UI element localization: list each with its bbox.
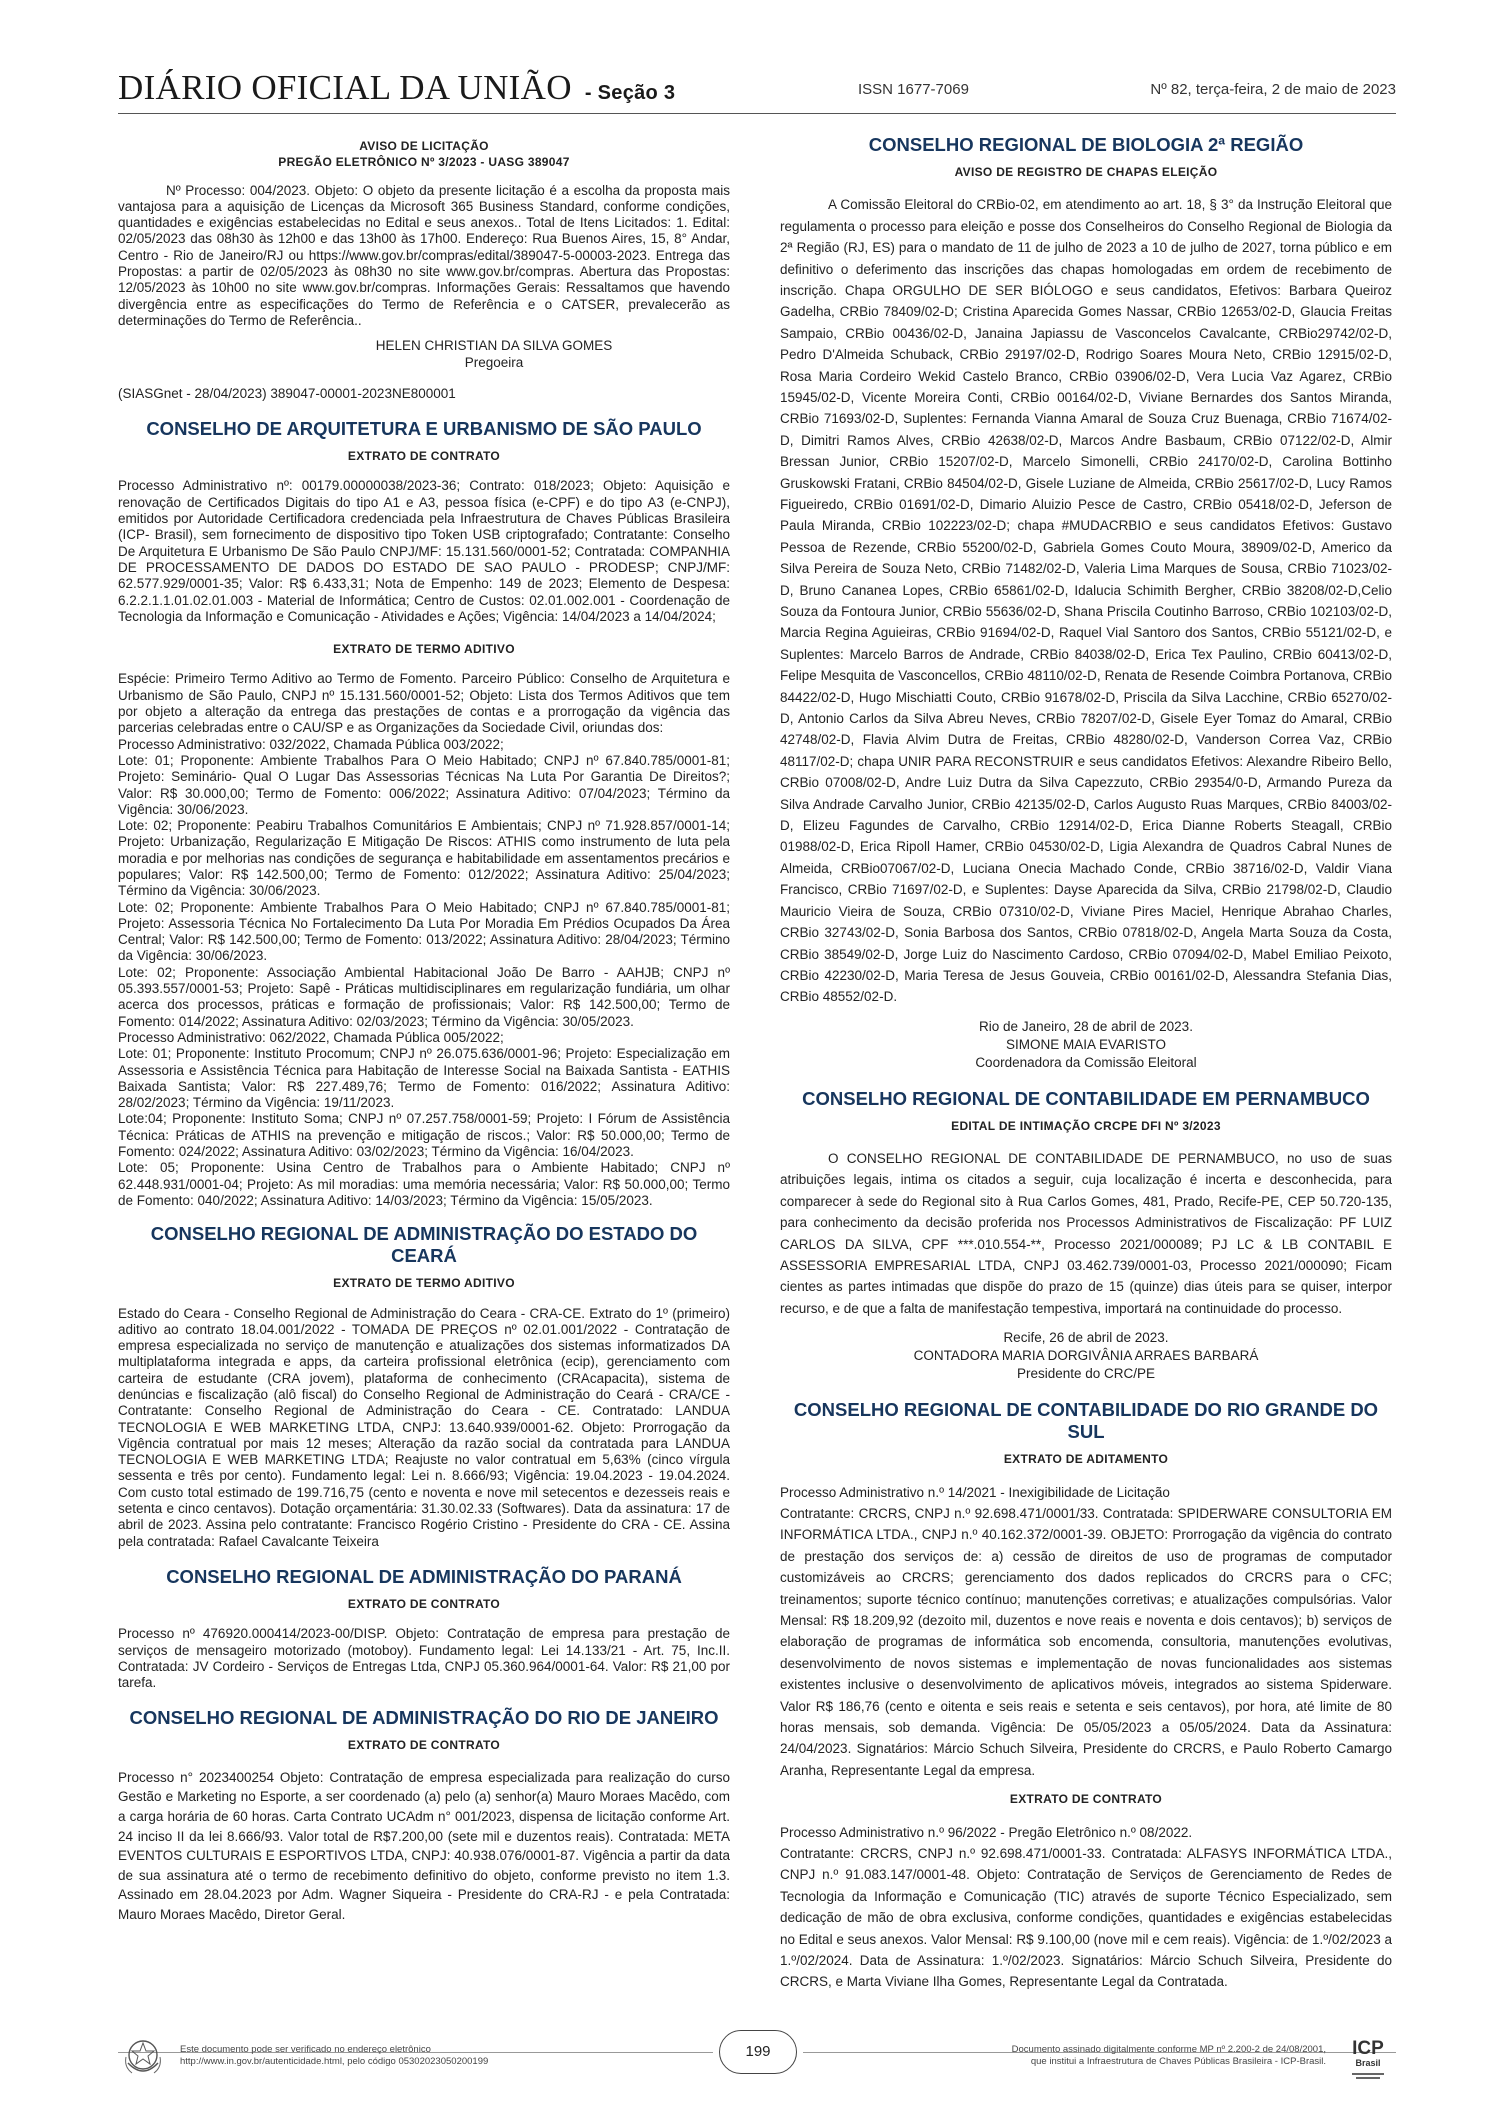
cra-pr-sub: EXTRATO DE CONTRATO (347, 1596, 501, 1611)
org-crc-rs: CONSELHO REGIONAL DE CONTABILIDADE DO RIO GRANDE DO SUL (793, 1399, 1379, 1443)
crc-rs-process-1: Processo Administrativo n.º 14/2021 - Inexigibilidade de Licitação (780, 1484, 1170, 1500)
cau-sp-termo-intro: Espécie: Primeiro Termo Aditivo ao Termo de Fomento. Parceiro Público: Conselho de Arquitetura e Urbanismo de São Paulo, CNPJ nº 15.131.560/0001-52; Objeto: Lista dos Termos Aditivos que tem por objeto a alteração da entrega das prestações de contas e a prorrogação da vigência das parcerias celebradas entre o CAU/SP e as Organizações da Sociedade Civil, oriundas dos: (118, 671, 730, 736)
crc-pe-sub: EDITAL DE INTIMAÇÃO CRCPE DFI Nº 3/2023 (951, 1118, 1221, 1133)
icp-brasil-logo-icon (1340, 2032, 1396, 2084)
crc-pe-signer: CONTADORA MARIA DORGIVÂNIA ARRAES BARBARÁ (913, 1348, 1259, 1364)
cra-rj-body: Processo n° 2023400254 Objeto: Contratação de empresa especializada para realização do curso Gestão e Marketing no Esporte, a ser coordenado (a) pelo (a) senhor(a) Mauro Moraes Macêdo, com a carga horária de 60 horas. Carta Contrato UCAdm n° 001/2023, dispensa de licitação conforme Art. 24 inciso II da lei 8.666/93. Valor total de R$7.200,00 (sete mil e duzentos reais). Contratada: META EVENTOS CULTURAIS E ESPORTIVOS LTDA, CNPJ: 40.938.076/0001-87. Vigência a partir da data de sua assinatura até o termo de recebimento definitivo do objeto, conforme previsto no item 1.3. Assinado em 28.04.2023 por Adm. Wagner Siqueira - Presidente do CRA-RJ - e pela Contratada: Mauro Moraes Macêdo, Diretor Geral. (118, 1769, 730, 1922)
verification-line-1: Este documento pode ser verificado no endereço eletrônico (180, 2044, 431, 2055)
right-column (780, 128, 1392, 1993)
crc-rs-sub2: EXTRATO DE CONTRATO (1009, 1792, 1163, 1807)
crc-rs-body-1: Contratante: CRCRS, CNPJ n.º 92.698.471/0001/33. Contratada: SPIDERWARE CONSULTORIA EM INFORMÁTICA LTDA., CNPJ n.º 40.162.372/0001-39. OBJETO: Prorrogação da vigência do contrato de prestação dos serviços de: a) cessão de direitos de uso de programas de computador customizáveis ao CRCRS; gerenciamento dos dados replicados do CRCRS para o CFC; treinamentos; suporte técnico contínuo; manutenções corretivas; e atualizações compulsórias. Valor Mensal: R$ 18.209,92 (dezoito mil, duzentos e nove reais e noventa e dois centavos); b) serviços de elaboração de programas de informática sob encomenda, consultoria, manutenções evolutivas, desenvolvimento de novos sistemas e implementação de novas funcionalidades aos sistemas existentes inclusive o desenvolvimento de aplicativos móveis, integrados ao sistema Spiderware. Valor R$ 186,76 (cento e oitenta e seis reais e setenta e seis centavos), por hora, até limite de 80 horas mensais, sob demanda. Vigência: De 05/05/2023 a 05/05/2024. Data da Assinatura: 24/04/2023. Signatários: Márcio Schuch Silveira, Presidente do CRCRS, e Paulo Roberto Camargo Aranha, Representante Legal da empresa. (780, 1505, 1392, 1778)
svg-text:Brasil: Brasil (1355, 2058, 1381, 2068)
crc-rs-sub1: EXTRATO DE ADITAMENTO (1003, 1452, 1169, 1467)
aviso-signer: HELEN CHRISTIAN DA SILVA GOMES (375, 338, 613, 354)
masthead (118, 68, 1396, 114)
termo-line: Lote: 01; Proponente: Instituto Procomum; CNPJ nº 26.075.636/0001-96; Projeto: Especialização em Assessoria e Assistência Técnica para Habitação de Interesse Social na Baixada Santista - EATHIS Baixada Santista; Valor: R$ 227.489,76; Termo de Fomento: 016/2022; Assinatura Aditivo: 28/02/2023; Término da Vigência: 19/11/2023. (118, 1046, 730, 1111)
cra-pr-body: Processo nº 476920.000414/2023-00/DISP. Objeto: Contratação de empresa para prestação de serviços de mensageiro motorizado (motoboy). Fundamento legal: Lei 14.133/21 - Art. 75, Inc.II. Contratada: JV Cordeiro - Serviços de Entregas Ltda, CNPJ 05.360.964/0001-64. Valor: R$ 21,00 por tarefa. (118, 1626, 730, 1691)
termo-line: Lote: 02; Proponente: Peabiru Trabalhos Comunitários E Ambientais; CNPJ nº 71.928.857/0001-14; Projeto: Urbanização, Regularização E Mitigação De Riscos: ATHIS como instrumento de luta pela moradia e por melhorias nas condições de segurança e habitabilidade em assentamentos precários e populares; Valor: R$ 142.500,00; Termo de Fomento: 012/2022; Assinatura Aditivo: 25/04/2023; Término da Vigência: 30/06/2023. (118, 818, 730, 899)
svg-text:ICP: ICP (1352, 2038, 1384, 2059)
crbio-signer: SIMONE MAIA EVARISTO (1005, 1036, 1167, 1052)
termo-line: Lote:04; Proponente: Instituto Soma; CNPJ nº 07.257.758/0001-59; Projeto: I Fórum de Assistência Técnica: Práticas de ATHIS na prevenção e mitigação de riscos.; Valor: R$ 50.000,00; Termo de Fomento: 024/2022; Assinatura Aditivo: 03/02/2023; Término da Vigência: 16/04/2023. (118, 1111, 730, 1160)
issue-date: Nº 82, terça-feira, 2 de maio de 2023 (1150, 81, 1396, 98)
left-column (118, 128, 730, 1925)
crbio-place-date: Rio de Janeiro, 28 de abril de 2023. (979, 1018, 1193, 1034)
crc-pe-body: O CONSELHO REGIONAL DE CONTABILIDADE DE PERNAMBUCO, no uso de suas atribuições legais, intima os citados a seguir, cuja localização é incerta e desconhecida, para comparecer à sede do Regional sito à Rua Carlos Gomes, 481, Prado, Recife-PE, CEP 50.720-135, para conhecimento da decisão proferida nos Processos Administrativos de Fiscalização: PF LUIZ CARLOS DA SILVA, CPF ***.010.554-**, Processo 2021/000089; PJ LC & LB CONTABIL E ASSESSORIA EMPRESARIAL LTDA, CNPJ 03.462.739/0001-03, Processo 2021/000090; Ficam cientes as partes intimadas que dispõe do prazo de 15 (quinze) dias úteis para se quiser, interpor recurso, e de que a falta de manifestação tempestiva, importará na continuidade do processo. (780, 1151, 1392, 1316)
org-cra-rj: CONSELHO REGIONAL DE ADMINISTRAÇÃO DO RIO DE JANEIRO (129, 1707, 719, 1729)
crc-rs-body-2: Contratante: CRCRS, CNPJ n.º 92.698.471/0001-33. Contratada: ALFASYS INFORMÁTICA LTDA., CNPJ n.º 91.083.147/0001-48. Objeto: Contratação de Serviços de Gerenciamento de Redes de Tecnologia da Informação e Comunicação (TIC) através de suporte Técnico Especializado, sem dedicação de mão de obra exclusiva, conforme condições, quantidades e exigências estabelecidas no Edital e seus anexos. Valor Mensal: R$ 9.100,00 (nove mil e cem reais). Vigência: de 1.º/02/2023 a 1.º/02/2024. Data de Assinatura: 1.º/02/2023. Signatários: Márcio Schuch Silveira, Presidente do CRCRS, e Marta Viviane Ilha Gomes, Representante Legal da Contratada. (780, 1845, 1392, 1990)
page-number: 199 (719, 2030, 797, 2074)
cra-rj-sub: EXTRATO DE CONTRATO (347, 1738, 501, 1753)
journal-title (118, 68, 675, 108)
cau-sp-termo-aditivo-title: EXTRATO DE TERMO ADITIVO (333, 642, 515, 657)
crbio-body: A Comissão Eleitoral do CRBio-02, em atendimento ao art. 18, § 3° da Instrução Eleitoral que regulamenta o processo para eleição e posse dos Conselheiros do Conselho Regional de Biologia da 2ª Região (RJ, ES) para o mandato de 11 de julho de 2023 a 10 de julho de 2027, torna público e em definitivo o deferimento das inscrições das chapas homologadas em ordem de recebimento de inscrição. Chapa ORGULHO DE SER BIÓLOGO e seus candidatos, Efetivos: Barbara Queiroz Gadelha, CRBio 78409/02-D; Cristina Aparecida Gomes Nassar, CRBio 12653/02-D, Glaucia Freitas Sampaio, CRBio 00436/02-D, Janaina Japiassu de Vasconcelos Cavalcante, CRBio29742/02-D, Pedro D'Almeida Schuback, CRBio 29197/02-D, Rodrigo Soares Moura Neto, CRBio 12915/02-D, Rosa Maria Cordeiro Wekid Castelo Branco, CRBio 03906/02-D, Vera Lucia Vaz Agarez, CRBio 15945/02-D, Vicente Moreira Conti, CRBio 00164/02-D, Viviane Bernardes dos Santos Miranda, CRBio 71693/02-D, Suplentes: Fernanda Vianna Amaral de Souza Cruz Buenaga, CRBio 71674/02-D, Dimitri Ramos Alves, CRBio 42638/02-D, Marcos Andre Basbaum, CRBio 07122/02-D, Almir Bressan Junior, CRBio 15207/02-D, Marcelo Simonelli, CRBio 24170/02-D, Carolina Bottinho Gruskowski Fratani, CRBio 84504/02-D, Gisele Luziane de Almeida, CRBio 25617/02-D, Lucy Ramos Figueiredo, CRBio 01691/02-D, Dimario Aluizio Pesce de Castro, CRBio 05418/02-D, Jeferson de Paula Miranda, CRBio 102223/02-D; chapa #MUDACRBIO e seus candidatos Efetivos: Gustavo Pessoa de Rezende, CRBio 55200/02-D, Gabriela Gomes Couto Moura, 38909/02-D, Americo da Silva Pereira de Souza Neto, CRBio 71482/02-D, Valeria Lima Marques de Sousa, CRBio 71023/02-D, Bruno Cananea Lopes, CRBio 65861/02-D, Idalucia Schimith Bergher, CRBio 38208/02-D,Celio Souza da Fontoura Junior, CRBio 55636/02-D, Shana Priscila Coutinho Barroso, CRBio 102103/02-D, Marcia Regina Aguieiras, CRBio 91694/02-D, Raquel Vial Santoro dos Santos, CRBio 55121/02-D, e Suplentes: Marcelo Barros de Andrade, CRBio 84038/02-D, Erica Tex Paulino, CRBio 60413/02-D, Felipe Mesquita de Vasconcellos, CRBio 48110/02-D, Renata de Resende Coimbra Portanova, CRBio 84422/02-D, Hugo Mischiatti Couto, CRBio 91678/02-D, Priscila da Silva Lacchine, CRBio 65270/02-D, Antonio Carlos da Silva Abreu Neves, CRBio 78207/02-D, Gisele Eyer Tomaz do Amaral, CRBio 42748/02-D, Flavia Alvim Dutra de Freitas, CRBio 48280/02-D, Vanderson Correa Vaz, CRBio 48117/02-D; chapa UNIR PARA RECONSTRUIR e seus candidatos Efetivos: Alexandre Ribeiro Bello, CRBio 07008/02-D, Andre Luiz Dutra da Silva Capezzuto, CRBio 29354/0-D, Armando Pureza da Silva Andrade Carvalho Junior, CRBio 42135/02-D, Carlos Augusto Ruas Marques, CRBio 84003/02-D, Elizeu Fagundes de Carvalho, CRBio 12914/02-D, Erica Dianne Roberts Steagall, CRBio 01988/02-D, Erica Ripoll Hamer, CRBio 04530/02-D, Ligia Alexandra de Quadros Cabral Nunes de Almeida, CRBio07067/02-D, Luciana Onecia Machado Conde, CRBio 38716/02-D, Valdir Viana Francisco, CRBio 71697/02-D, e Suplentes: Dayse Aparecida da Silva, CRBio 21798/02-D, Claudio Mauricio Vieira de Souza, CRBio 07310/02-D, Viviane Pires Maciel, Henrique Abrahao Charles, CRBio 32743/02-D, Sonia Barbosa dos Santos, CRBio 07818/02-D, Angela Marta Souza da Costa, CRBio 38549/02-D, Jorge Luiz do Nascimento Cardoso, CRBio 07094/02-D, Mabel Emiliao Peixoto, CRBio 42230/02-D, Maria Teresa de Jesus Gouveia, CRBio 00161/02-D, Alessandra Stefania Dias, CRBio 48552/02-D. (780, 197, 1392, 1005)
verification-line-2: http://www.in.gov.br/autenticidade.html, pelo código 05302023050200199 (180, 2056, 489, 2067)
verification-note (180, 2044, 488, 2068)
aviso-body: Nº Processo: 004/2023. Objeto: O objeto da presente licitação é a escolha da proposta mais vantajosa para a aquisição de Licenças da Microsoft 365 Business Standard, conforme condições, quantidades e exigências estabelecidas no Edital e seus anexos.. Total de Itens Licitados: 1. Edital: 02/05/2023 das 08h30 às 12h00 e das 13h00 às 17h00. Endereço: Rua Buenos Aires, 15, 8° Andar, Centro - Rio de Janeiro/RJ ou https://www.gov.br/compras/edital/389047-5-00003-2023. Entrega das Propostas: a partir de 02/05/2023 às 08h30 no site www.gov.br/compras. Abertura das Propostas: 12/05/2023 às 10h00 no site www.gov.br/compras. Informações Gerais: Ressaltamos que havendo divergência entre as especificações do Termo de Referência e o CATSER, prevalecerão as determinações do Termo de Referência.. (118, 182, 730, 328)
crbio-role: Coordenadora da Comissão Eleitoral (975, 1054, 1197, 1070)
aviso-role: Pregoeira (464, 354, 524, 370)
termo-line: Processo Administrativo: 062/2022, Chamada Pública 005/2022; (118, 1029, 504, 1045)
crc-pe-place-date: Recife, 26 de abril de 2023. (1003, 1330, 1169, 1346)
cra-ce-sub: EXTRATO DE TERMO ADITIVO (333, 1276, 515, 1291)
crc-rs-process-2: Processo Administrativo n.º 96/2022 - Pregão Eletrônico n.º 08/2022. (780, 1824, 1193, 1840)
termo-line: Lote: 01; Proponente: Ambiente Trabalhos Para O Meio Habitado; CNPJ nº 67.840.785/0001-81; Projeto: Seminário- Qual O Lugar Das Assessorias Técnicas Na Luta Por Garantia De Direitos?; Valor: R$ 30.000,00; Termo de Fomento: 006/2022; Assinatura Aditivo: 07/04/2023; Término da Vigência: 30/06/2023. (118, 752, 730, 817)
termo-line: Processo Administrativo: 032/2022, Chamada Pública 003/2022; (118, 736, 504, 752)
signature-note (1012, 2044, 1326, 2068)
siasg-reference: (SIASGnet - 28/04/2023) 389047-00001-2023NE800001 (118, 385, 456, 401)
aviso-subtitle: PREGÃO ELETRÔNICO Nº 3/2023 - UASG 389047 (278, 155, 570, 170)
signature-line-1: Documento assinado digitalmente conforme MP nº 2.200-2 de 24/08/2001, (1011, 2044, 1326, 2055)
issn: ISSN 1677-7069 (858, 81, 969, 98)
termo-line: Lote: 02; Proponente: Associação Ambiental Habitacional João De Barro - AAHJB; CNPJ nº 05.393.557/0001-53; Projeto: Sapê - Práticas multidisciplinares em regularização fundiária, um olhar acerca dos processos, práticas e formação de profissionais; Valor: R$ 142.500,00; Termo de Fomento: 014/2022; Assinatura Aditivo: 02/03/2023; Término da Vigência: 30/05/2023. (118, 964, 730, 1029)
page-footer (118, 2030, 1396, 2090)
org-cau-sp: CONSELHO DE ARQUITETURA E URBANISMO DE SÃO PAULO (146, 418, 702, 440)
section-label: - Seção 3 (584, 82, 676, 104)
cau-sp-extrato-contrato-title: EXTRATO DE CONTRATO (347, 449, 501, 464)
org-cra-pr: CONSELHO REGIONAL DE ADMINISTRAÇÃO DO PARANÁ (166, 1565, 682, 1587)
crbio-sub: AVISO DE REGISTRO DE CHAPAS ELEIÇÃO (954, 165, 1218, 179)
termo-line: Lote: 02; Proponente: Ambiente Trabalhos Para O Meio Habitado; CNPJ nº 67.840.785/0001-81; Projeto: Assessoria Técnica No Fortalecimento Da Luta Por Moradia Em Prédios Ocupados Da Área Central; Valor: R$ 142.500,00; Termo de Fomento: 013/2022; Assinatura Aditivo: 28/04/2023; Término da Vigência: 30/06/2023. (118, 899, 730, 964)
org-crbio: CONSELHO REGIONAL DE BIOLOGIA 2ª REGIÃO (868, 134, 1304, 155)
cra-ce-body: Estado do Ceara - Conselho Regional de Administração do Ceara - CRA-CE. Extrato do 1º (primeiro) aditivo ao contrato 18.04.001/2022 - TOMADA DE PREÇOS nº 02.01.001/2022 - Contratação de empresa especializada no serviço de manutenção e atualizações dos sistemas informatizados DA multiplataforma integrada e apps, da carteira profissional eletrônica (ecip), gerenciamento com carteira de estudante (CRA jovem), plataforma de conhecimento (CRAcapacita), sistema de denúncias e fiscalização (alô fiscal) do Conselho Regional de Administração do Ceará - CRA/CE - Contratante: Conselho Regional de Administração do Ceara - CE. Contratado: LANDUA TECNOLOGIA E WEB MARKETING LTDA, CNPJ: 13.640.939/0001-62. Objeto: Prorrogação da Vigência contratual por mais 12 meses; Alteração da razão social da contratada para LANDUA TECNOLOGIA E WEB MARKETING LTDA; Reajuste no valor contratual em 5,63% (cinco vírgula sessenta e três por cento). Fundamento legal: Lei n. 8.666/93; Vigência: 19.04.2023 - 19.04.2024. Com custo total estimado de 199.716,75 (cento e noventa e nove mil setecentos e dezesseis reais e setenta e cinco centavos). Dotação orçamentária: 31.30.02.33 (Softwares). Data da assinatura: 17 de abril de 2023. Assina pelo contratante: Francisco Rogério Cristino - Presidente do CRA - CE. Assina pela contratada: Rafael Cavalcante Teixeira (118, 1305, 730, 1549)
cau-sp-extrato-contrato-body: Processo Administrativo nº: 00179.00000038/2023-36; Contrato: 018/2023; Objeto: Aquisição e renovação de Certificados Digitais do tipo A1 e A3, pessoa física (e-CPF) e do tipo A3 (e-CNPJ), emitidos por Autoridade Certificadora credenciada pela Infraestrutura de Chaves Públicas Brasileira (ICP- Brasil), sem fornecimento de dispositivo tipo Token USB criptografado; Contratante: Conselho De Arquitetura E Urbanismo De São Paulo CNPJ/MF: 15.131.560/0001-52; Contratada: COMPANHIA DE PROCESSAMENTO DE DADOS DO ESTADO DE SAO PAULO - PRODESP; CNPJ/MF: 62.577.929/0001-35; Valor: R$ 6.433,31; Nota de Empenho: 149 de 2023; Elemento de Despesa: 6.2.2.1.1.01.02.01.003 - Material de Informática; Centro de Custos: 02.01.002.001 - Coordenação de Tecnologia da Informação e Comunicação - Atividades e Ações; Vigência: 14/04/2023 a 14/04/2024; (118, 478, 730, 624)
crc-pe-role: Presidente do CRC/PE (1016, 1366, 1156, 1382)
journal-name: DIÁRIO OFICIAL DA UNIÃO (118, 68, 572, 107)
signature-line-2: que institui a Infraestrutura de Chaves Públicas Brasileira - ICP-Brasil. (1030, 2056, 1326, 2067)
org-cra-ce: CONSELHO REGIONAL DE ADMINISTRAÇÃO DO ESTADO DO CEARÁ (150, 1223, 698, 1267)
org-crc-pe: CONSELHO REGIONAL DE CONTABILIDADE EM PERNAMBUCO (802, 1087, 1370, 1109)
coat-of-arms-icon (122, 2035, 164, 2081)
termo-line: Lote: 05; Proponente: Usina Centro de Trabalhos para o Ambiente Habitado; CNPJ nº 62.448.931/0001-04; Projeto: As mil moradias: uma memória necessária; Valor: R$ 50.000,00; Termo de Fomento: 040/2022; Assinatura Aditivo: 14/03/2023; Término da Vigência: 15/05/2023. (118, 1160, 730, 1208)
aviso-title: AVISO DE LICITAÇÃO (359, 139, 489, 153)
